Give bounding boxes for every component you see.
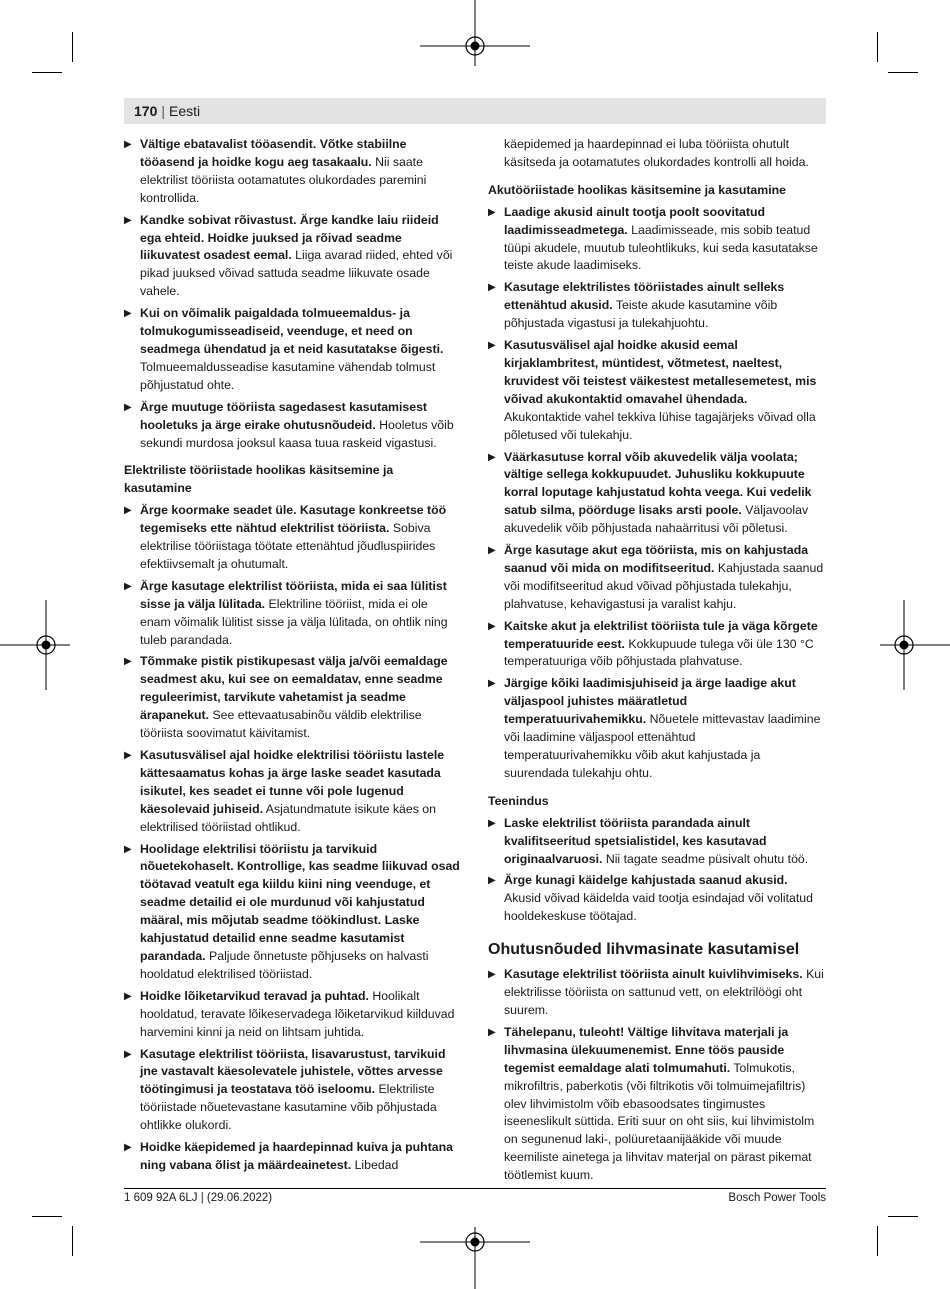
instruction-emphasis: Kaitske akut ja elektrilist tööriista tule ja väga kõrgete temperatuuride eest. <box>504 618 818 651</box>
instruction-emphasis: Laske elektrilist tööriista parandada ainult kvalifitseeritud spetsialistidel, kes kasutavad originaalvaruosi. <box>504 815 767 866</box>
document-code: 1 609 92A 6LJ | (29.06.2022) <box>124 1192 273 1204</box>
safety-instruction <box>124 1046 460 1136</box>
instruction-explanation: Teiste akude kasutamine võib põhjustada vigastusi ja tulekahjuohtu. <box>504 298 778 331</box>
instruction-emphasis: Ärge kasutage akut ega tööriista, mis on kahjustada saanud või mida on modifitseeritud. <box>504 543 809 575</box>
safety-instruction <box>124 305 460 395</box>
instruction-explanation: Laadimisseade, mis sobib teatud tüüpi akudele, muutub tuleohtlikuks, kui seda kasutatakse teiste akude laadimiseks. <box>504 222 818 273</box>
crop-mark <box>72 32 73 62</box>
instruction-explanation: Nii tagate seadme püsivalt ohutu töö. <box>602 851 809 866</box>
instruction-emphasis: Ärge kunagi käidelge kahjustada saanud akusid. <box>504 873 788 888</box>
bullet-arrow-icon: ▶ <box>488 340 496 352</box>
crop-mark <box>72 1226 73 1256</box>
instruction-explanation: Kokkupuude tulega või üle 130 °C temperatuuriga võib põhjustada plahvatuse. <box>504 636 814 669</box>
instruction-emphasis: Hoolidage elektrilisi tööriistu ja tarvikuid nõuetekohaselt. Kontrollige, kas seadme liikuvad osad töötavad veatult ega kiildu kiini ning veenduge, et seadme detailid ei ole murdunud või kahjustatud määral, mis mõjutab seadme töökindlust. Laske kahjustatud detailid enne seadme kasutamist parandada. <box>140 841 460 963</box>
instruction-emphasis: Kasutusvälisel ajal hoidke akusid eemal kirjaklambritest, müntidest, võtmetest, naeltest, kruvidest või teistest väikestest metallesemetest, mis võivad akukontaktid omavahel ühendada. <box>504 338 817 406</box>
page-header <box>124 98 826 124</box>
bullet-arrow-icon: ▶ <box>124 505 132 517</box>
bullet-arrow-icon: ▶ <box>488 620 496 632</box>
crop-mark <box>877 1226 878 1256</box>
header-separator: | <box>161 103 165 119</box>
instruction-explanation: Asjatundmatute isikute käes on elektrilised tööriistad ohtlikud. <box>140 801 436 834</box>
safety-instruction <box>488 542 824 614</box>
section-heading: Teenindus <box>488 793 549 808</box>
instruction-explanation: Paljude õnnetuste põhjuseks on halvasti hooldatud elektrilised tööriistad. <box>140 948 429 981</box>
instruction-emphasis: Ärge kasutage elektrilist tööriista, mida ei saa lülitist sisse ja välja lülitada. <box>140 578 447 611</box>
safety-instruction <box>124 747 460 837</box>
instruction-emphasis: Tähelepanu, tuleoht! Vältige lihvitava materjali ja lihvmasina ülekuumenemist. Enne töös pauside tegemist eemaldage alati tolmumahuti. <box>504 1024 789 1075</box>
safety-instruction <box>124 399 460 453</box>
instruction-explanation: Akusid võivad käidelda vaid tootja esindajad või volitatud hooldekeskuse töötajad. <box>504 891 813 924</box>
crop-mark <box>32 1216 62 1217</box>
instruction-emphasis: Ärge muutuge tööriista sagedasest kasutamisest hooletuks ja ärge eirake ohutusnõudeid. <box>140 399 428 432</box>
safety-instruction <box>488 337 824 444</box>
instruction-explanation: Libedad <box>351 1157 399 1172</box>
instruction-explanation: Akukontaktide vahel tekkiva lühise tagajärjeks võivad olla põletused või tulekahju. <box>504 409 816 442</box>
page-language: Eesti <box>169 103 201 119</box>
instruction-explanation: Tolmukotis, mikrofiltris, paberkotis (või filtrikotis või tolmuimejafiltris) olev lihvimistolm võib ebasoodsates tingimustes iseeneslikult süttida. Eriti suur on oht siis, kui lihvimistolm on segunenud laki-, polüuretaanijääkide või muude keemiliste ainetega ja lihvitav materjal on pärast pikemat töötlemist kuum. <box>504 1060 815 1183</box>
bullet-arrow-icon: ▶ <box>488 1026 496 1038</box>
instruction-explanation: Nii saate elektrilist tööriista ootamatutes olukordades paremini kontrollida. <box>140 154 427 205</box>
bullet-arrow-icon: ▶ <box>124 656 132 668</box>
instruction-emphasis: Kasutusvälisel ajal hoidke elektrilisi tööriistu lastele kättesaamatus kohas ja ärge laske seadet kasutada isikutel, kes seadet ei tunne või pole lugenud käesolevaid juhiseid. <box>140 748 445 816</box>
safety-instruction <box>124 212 460 302</box>
instruction-emphasis: Kandke sobivat rõivastust. Ärge kandke laiu riideid ega ehteid. Hoidke juuksed ja rõivad seadme liikuvatest osadest eemal. <box>140 212 439 263</box>
safety-instruction <box>488 872 824 926</box>
instruction-explanation: See ettevaatusabinõu väldib elektrilise tööriista soovimatut käivitamist. <box>140 708 422 741</box>
instruction-explanation: Kui elektrilisse tööriista on sattunud vett, on elektrilöögi oht suurem. <box>504 967 824 1017</box>
safety-instruction <box>124 988 460 1042</box>
safety-instruction <box>488 204 824 276</box>
safety-instruction <box>124 841 460 984</box>
instruction-explanation: Nõuetele mittevastav laadimine või laadimine väljaspool ettenähtud temperatuurivahemikku võib akut kahjustada ja suurendada tulekahju ohtu. <box>504 712 821 780</box>
safety-instruction <box>488 618 824 672</box>
safety-instruction <box>488 675 824 782</box>
bullet-arrow-icon: ▶ <box>124 750 132 761</box>
safety-instruction <box>488 966 824 1020</box>
safety-instruction <box>124 653 460 743</box>
bullet-arrow-icon: ▶ <box>124 1048 132 1060</box>
bullet-arrow-icon: ▶ <box>124 401 132 413</box>
instruction-explanation: Liiga avarad riided, ehted või pikad juuksed võivad sattuda seadme liikuvate osade vahele. <box>140 248 453 299</box>
safety-instruction <box>488 279 824 333</box>
instruction-explanation: Elektriline tööriist, mida ei ole enam võimalik lülitist sisse ja välja lülitada, on ohtlik ning tuleb parandada. <box>140 596 448 647</box>
safety-instruction <box>488 1024 824 1185</box>
crop-mark <box>888 72 918 73</box>
safety-instruction <box>488 449 824 539</box>
instruction-explanation: Sobiva elektrilise tööriistaga töötate ettenähtud jõudluspiirides efektiivsemalt ja ohutumalt. <box>140 521 436 571</box>
instruction-explanation: Hooletus võib sekundi murdosa jooksul kaasa tuua raskeid vigastusi. <box>140 417 454 450</box>
continued-text: käepidemed ja haardepinnad ei luba tööriista ohutult käsitseda ja ootamatutes olukordades kontrolli all hoida. <box>504 137 809 169</box>
instruction-explanation: Tolmueemaldusseadise kasutamine vähendab tolmust põhjustatud ohte. <box>140 359 436 392</box>
instruction-emphasis: Kui on võimalik paigaldada tolmueemaldus- ja tolmukogumisseadiseid, veenduge, et need on seadmega ühendatud ja et neid kasutatakse õigesti. <box>140 306 444 356</box>
instruction-emphasis: Tõmmake pistik pistikupesast välja ja/või eemaldage seadmest aku, kui see on eemaldatav, enne seadme reguleerimist, tarvikute vahetamist ja seadme ärapanekut. <box>140 654 448 723</box>
right-column <box>488 136 824 1189</box>
bullet-arrow-icon: ▶ <box>488 451 496 463</box>
page-footer <box>124 1188 826 1204</box>
instruction-emphasis: Vältige ebatavalist tööasendit. Võtke stabiilne tööasend ja hoidke kogu aeg tasakaalu. <box>140 137 407 169</box>
instruction-emphasis: Väärkasutuse korral võib akuvedelik välja voolata; vältige sellega kokkupuudet. Juhusliku kokkupuute korral loputage kahjustatud kohta veega. Kui vedelik satub silma, pöörduge lisaks arsti poole. <box>504 449 812 518</box>
instruction-emphasis: Laadige akusid ainult tootja poolt soovitatud laadimisseadmetega. <box>504 204 765 237</box>
registration-mark-icon <box>420 1205 530 1289</box>
instruction-explanation: Väljavoolav akuvedelik võib põhjustada nahaärritusi või põletusi. <box>504 503 809 536</box>
bullet-arrow-icon: ▶ <box>488 875 496 887</box>
crop-mark <box>32 72 62 73</box>
bullet-arrow-icon: ▶ <box>124 308 132 320</box>
section-heading: Akutööriistade hoolikas käsitsemine ja kasutamine <box>488 182 786 197</box>
bullet-arrow-icon: ▶ <box>124 580 132 592</box>
page-number: 170 <box>134 103 158 119</box>
instruction-emphasis: Ärge koormake seadet üle. Kasutage konkreetse töö tegemiseks ette nähtud elektrilist tööriista. <box>140 503 447 536</box>
bullet-arrow-icon: ▶ <box>124 843 132 855</box>
safety-instruction <box>124 502 460 574</box>
bullet-arrow-icon: ▶ <box>488 545 496 557</box>
section-heading: Ohutusnõuded lihvmasinate kasutamisel <box>488 941 800 959</box>
crop-mark <box>877 32 878 62</box>
bullet-arrow-icon: ▶ <box>488 206 496 218</box>
instruction-emphasis: Kasutage elektrilist tööriista, lisavarustust, tarvikuid jne vastavalt käesolevatele juhistele, võttes arvesse töötingimusi ja teostatava töö iseloomu. <box>140 1046 446 1097</box>
bullet-arrow-icon: ▶ <box>124 214 132 226</box>
instruction-emphasis: Kasutage elektrilistes tööriistades ainult selleks ettenähtud akusid. <box>504 280 785 313</box>
instruction-emphasis: Järgige kõiki laadimisjuhiseid ja ärge laadige akut väljaspool juhistes määratletud temperatuurivahemikku. <box>504 676 796 727</box>
instruction-emphasis: Hoidke käepidemed ja haardepinnad kuiva ja puhtana ning vabana õlist ja määrdeainetest. <box>140 1140 453 1172</box>
publisher: Bosch Power Tools <box>728 1192 826 1204</box>
registration-mark-icon <box>0 600 90 690</box>
registration-mark-icon <box>860 600 950 690</box>
bullet-arrow-icon: ▶ <box>488 969 496 981</box>
bullet-arrow-icon: ▶ <box>488 678 496 690</box>
instruction-emphasis: Hoidke lõiketarvikud teravad ja puhtad. <box>140 988 369 1003</box>
instruction-explanation: Hoolikalt hooldatud, teravate lõikeservadega lõiketarvikud kiilduvad harvemini kinni ja neid on lihtsam juhtida. <box>140 988 455 1039</box>
bullet-arrow-icon: ▶ <box>488 817 496 829</box>
left-column <box>124 136 460 1179</box>
crop-mark <box>888 1216 918 1217</box>
safety-instruction <box>124 1139 460 1175</box>
instruction-emphasis: Kasutage elektrilist tööriista ainult kuivlihvimiseks. <box>504 967 803 982</box>
safety-instruction <box>124 136 460 208</box>
bullet-arrow-icon: ▶ <box>124 1142 132 1154</box>
instruction-explanation: Elektriliste tööriistade nõuetevastane kasutamine võib põhjustada ohtlikke olukordi. <box>140 1082 437 1133</box>
section-heading: Elektriliste tööriistade hoolikas käsitsemine ja kasutamine <box>124 463 394 496</box>
bullet-arrow-icon: ▶ <box>124 990 132 1002</box>
safety-instruction <box>488 815 824 869</box>
bullet-arrow-icon: ▶ <box>124 139 132 150</box>
bullet-arrow-icon: ▶ <box>488 282 496 294</box>
instruction-explanation: Kahjustada saanud või modifitseeritud akud võivad põhjustada tulekahju, plahvatuse, kehavigastusi ja varalist kahju. <box>504 560 824 611</box>
safety-instruction <box>124 578 460 650</box>
registration-mark-icon <box>420 0 530 90</box>
